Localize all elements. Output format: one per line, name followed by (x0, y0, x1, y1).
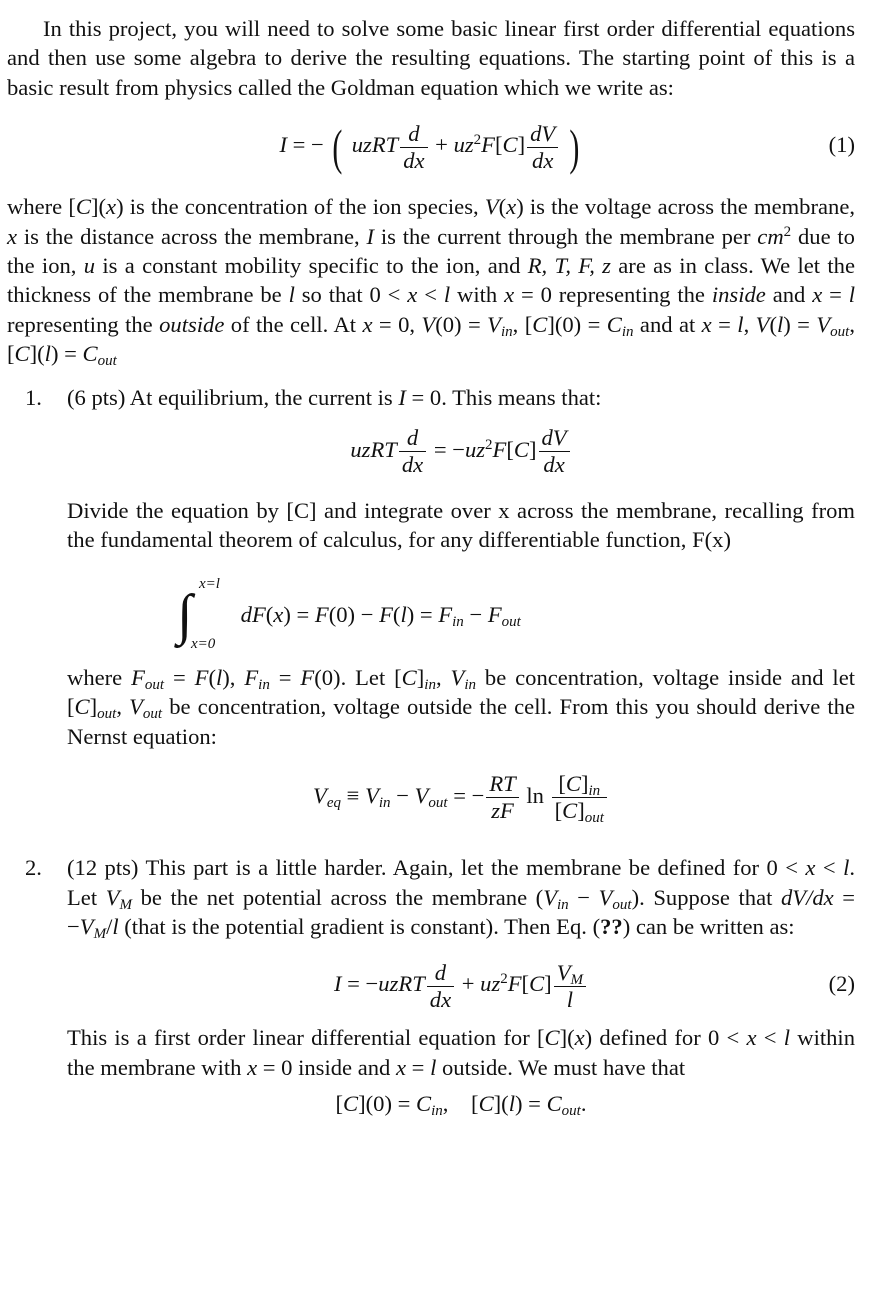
problem-2-intro: (12 pts) This part is a little harder. Again, let the membrane be defined for 0 < x < l. Let $V_M$ be the net potential across the membrane $(V_{in} - V_{out})$. Suppose that $dV/dx = -V_M/l$ (that is the potential gradient is constant). Then Eq. (??) can be written as: (67, 855, 855, 942)
equation-reference: ?? (600, 913, 623, 939)
equation-1-number: (1) (828, 132, 855, 158)
equation-1: I = − ( uzRT $\frac{d}{dx}$ + $uz^2F[C]$ $\frac{dV}{dx}$ ) (1) (7, 110, 855, 180)
document-page (7, 14, 855, 1122)
problem-1 (7, 383, 855, 829)
nernst-equation: $V_{eq} \equiv V_{in} - V_{out}$ = − $\frac{RT}{zF}$ ln $\frac{[C]_{in}}{[C]_{out}}$ (67, 763, 855, 829)
problem-2-ode-paragraph: This is a first order linear differential equation for [C](x) defined for 0 < x < l within the membrane with x = 0 inside and x = l outside. We must have that (67, 1025, 856, 1080)
equation-2: I = −uzRT $\frac{d}{dx}$ + $uz^2F[C]$ $\frac{V_M}{l}$ (2) (67, 949, 855, 1019)
boundary-conditions: $[C](0) = C_{in}$, $[C](l) = C_{out}$. (335, 1091, 587, 1120)
equilibrium-equation: uzRT $\frac{d}{dx}$ = $-uz^2F[C]$ $\frac{dV}{dx}$ (67, 420, 855, 480)
problem-1-divide-paragraph: Divide the equation by [C] and integrate over x across the membrane, recalling from the fundamental theorem of calculus, for any differentiable function, F(x) (67, 498, 855, 553)
problem-2 (7, 853, 855, 1122)
problem-1-label: 1. (25, 384, 42, 410)
problem-2-label: 2. (25, 855, 42, 881)
equation-2-number: (2) (828, 971, 855, 997)
definitions-paragraph: where [C](x) is the concentration of the ion species, V(x) is the voltage across the membrane, x is the distance across the membrane, I is the current through the membrane per $cm^2$ due to the ion, u is a constant mobility specific to the ion, and R, T, F, z are as in class. We let the thickness of the membrane be l so that 0 < x < l with x = 0 representing the inside and x = l representing the outside of the cell. At x = 0, $V(0) = V_{in}$, $[C](0) = C_{in}$ and at x = l, $V(l) = V_{out}$, $[C](l) = C_{out}$ (7, 194, 856, 370)
problem-1-where-paragraph: where $F_{out} = F(l)$, $F_{in} = F(0)$. Let $[C]_{in}$, $V_{in}$ be concentration, voltage inside and let $[C]_{out}$, $V_{out}$ be concentration, voltage outside the cell. From this you should derive the Nernst equation: (67, 664, 856, 749)
problem-1-intro: (6 pts) At equilibrium, the current is I = 0. This means that: (67, 384, 602, 410)
integral-equation: ∫ x=l x=0 $dF(x) = F(0) - F(l) = F_{in} - F_{out}$ (177, 575, 521, 652)
intro-paragraph: In this project, you will need to solve some basic linear first order differential equations and then use some algebra to derive the resulting equations. The starting point of this is a basic result from physics called the Goldman equation which we write as: (7, 16, 855, 100)
